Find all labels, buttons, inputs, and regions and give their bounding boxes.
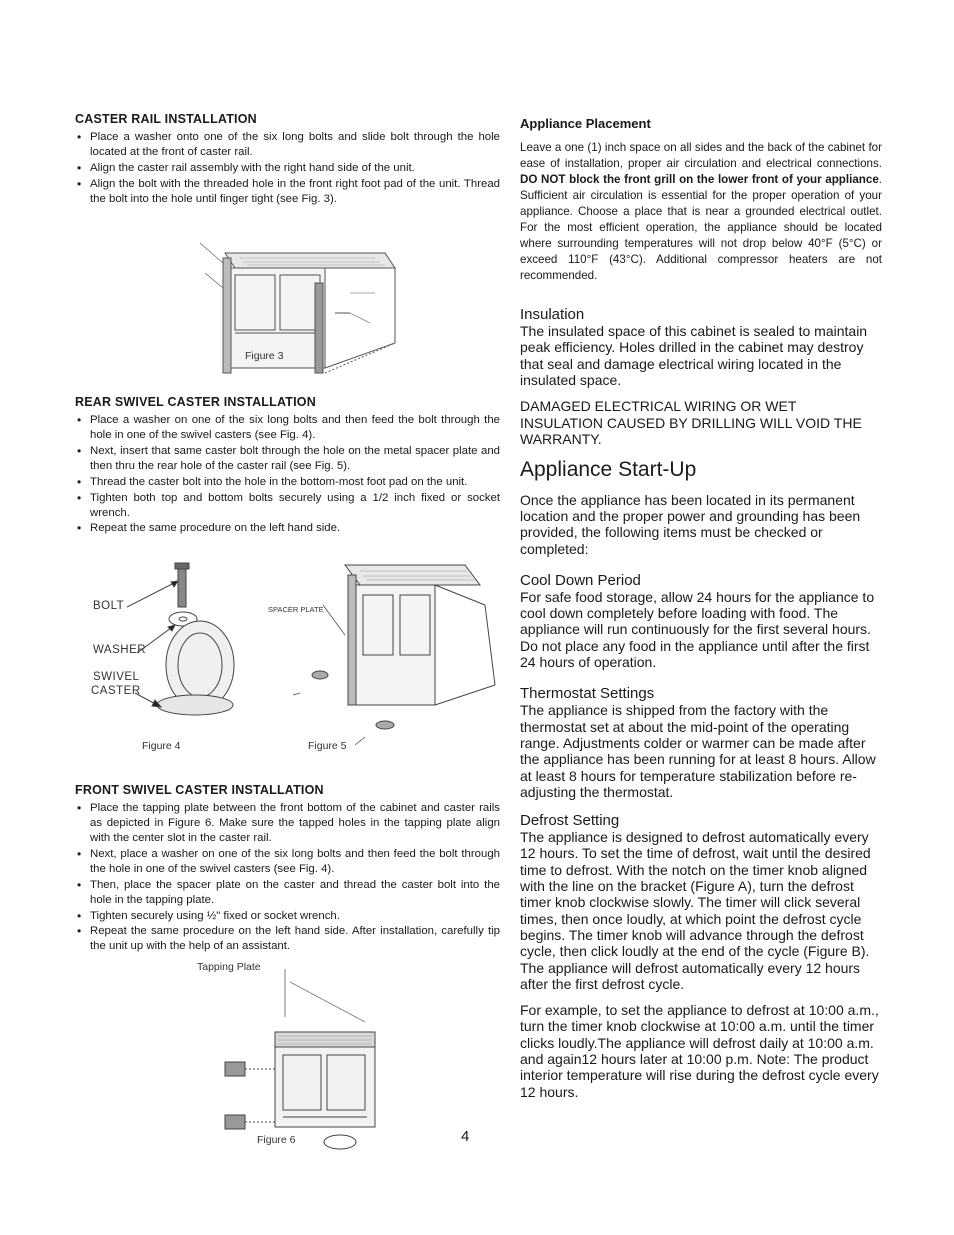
front-swivel-steps (75, 801, 500, 955)
placement-bold-text: DO NOT block the front grill on the lower front of your appliance (520, 173, 879, 186)
insulation-text: The insulated space of this cabinet is sealed to maintain peak efficiency. Holes drilled in the cabinet may destroy that seal and damage electrical wiring located in the insulated space. (520, 323, 868, 388)
figure-3-caption: Figure 3 (245, 350, 284, 363)
figure-4-caption: Figure 4 (142, 739, 181, 752)
figure-3-drawing (75, 213, 500, 385)
swivel-label: SWIVEL (93, 670, 140, 683)
right-column (520, 112, 882, 1100)
figures-4-5-drawing (75, 545, 500, 775)
placement-heading: Appliance Placement (520, 116, 651, 131)
list-item: • Place a washer on one of the six long bolts and then feed the bolt through the hole in one of the swivel casters (see Fig. 4). (75, 413, 500, 443)
tapping-plate-label: Tapping Plate (197, 960, 261, 973)
placement-text-part: . Sufficient air circulation is essential for the proper operation of your appliance. Choose a place that is near a grounded electrical outlet. For the most efficient operation, the appliance should be located where surrounding temperatures will not drop below 40°F (5°C) or exceed 110°F (43°C). Additional compressor heaters are not recommended. (520, 173, 882, 282)
list-item: • Tighten securely using ½" fixed or socket wrench. (75, 909, 500, 924)
page-number: 4 (461, 1128, 470, 1145)
front-swivel-heading: FRONT SWIVEL CASTER INSTALLATION (75, 782, 324, 797)
figure-6-caption: Figure 6 (257, 1133, 296, 1146)
caster-rail-heading: CASTER RAIL INSTALLATION (75, 112, 257, 126)
thermostat-heading: Thermostat Settings (520, 685, 655, 703)
list-item: • Next, place a washer on one of the six long bolts and then feed the bolt through the hole in one of the swivel casters (see Fig. 4). (75, 847, 500, 877)
thermostat-text: The appliance is shipped from the factory with the thermostat set at about the mid-point of the operating range. Adjustments colder or warmer can be made after the appliance has been running for at least 8 hours. Allow at least 8 hours for temperature stabilization before re-adjusting the thermostat. (520, 702, 876, 800)
figure-6 (75, 957, 500, 1152)
startup-intro: Once the appliance has been located in its permanent location and the proper power and grounding has been provided, the following items must be checked or completed: (520, 491, 861, 557)
bolt-label: BOLT (93, 599, 125, 612)
rear-swivel-steps (75, 413, 500, 537)
spacer-plate-label: SPACER PLATE (268, 604, 324, 614)
caster-label: CASTER (91, 684, 141, 697)
rear-swivel-heading: REAR SWIVEL CASTER INSTALLATION (75, 395, 316, 410)
caster-rail-steps (75, 130, 500, 207)
figure-6-drawing (75, 957, 500, 1152)
warranty-warning: DAMAGED ELECTRICAL WIRING OR WET INSULATION CAUSED BY DRILLING WILL VOID THE WARRANTY. (520, 398, 862, 448)
left-column (75, 112, 500, 1152)
cool-down-heading: Cool Down Period (520, 571, 641, 589)
list-item: • Place the tapping plate between the front bottom of the cabinet and caster rails as depicted in Figure 6. Make sure the tapped holes in the tapping plate align with the center slot in the caster rail. (75, 801, 500, 847)
defrost-example-text: For example, to set the appliance to defrost at 10:00 a.m., turn the timer knob clockwise at 10:00 a.m. until the timer clicks loudly.The appliance will defrost daily at 10:00 a.m. and again12 hours later at 10:00 p.m. Note: The product interior temperature will rise during the defrost cycle every 12 hours. (520, 1002, 879, 1100)
insulation-heading: Insulation (520, 306, 585, 323)
figures-4-5 (75, 545, 500, 775)
list-item: • Repeat the same procedure on the left hand side. (75, 521, 500, 536)
defrost-text: The appliance is designed to defrost automatically every 12 hours. To set the time of defrost, wait until the desired time to defrost. With the notch on the timer knob aligned with the line on the bracket (Figure A), turn the defrost timer knob clockwise slowly. The timer will click several times, then once loudly, at which point the defrost cycle begins. The timer knob will advance through the defrost cycle, then click loudly at the end of the cycle (Figure B). The appliance will defrost automatically every 12 hours after the first defrost cycle. (520, 829, 871, 992)
list-item: • Thread the caster bolt into the hole in the bottom-most foot pad on the unit. (75, 475, 500, 490)
list-item: • Then, place the spacer plate on the caster and thread the caster bolt into the hole in the tapping plate. (75, 878, 500, 908)
figure-5-caption: Figure 5 (308, 739, 347, 752)
placement-text (520, 140, 882, 284)
list-item: • Tighten both top and bottom bolts securely using a 1/2 inch fixed or socket wrench. (75, 491, 500, 521)
list-item: • Align the bolt with the threaded hole in the front right foot pad of the unit. Thread the bolt into the hole until finger tight (see Fig. 3). (75, 177, 500, 207)
list-item: • Align the caster rail assembly with the right hand side of the unit. (75, 161, 500, 176)
washer-label: WASHER (93, 643, 147, 656)
startup-heading: Appliance Start-Up (520, 457, 697, 481)
list-item: • Repeat the same procedure on the left hand side. After installation, carefully tip the unit up with the help of an assistant. (75, 924, 500, 954)
placement-text-part: Leave a one (1) inch space on all sides and the back of the cabinet for ease of installation, proper air circulation and electrical connections. (520, 141, 882, 170)
defrost-heading: Defrost Setting (520, 812, 620, 830)
list-item: • Place a washer onto one of the six long bolts and slide bolt through the hole located at the front of caster rail. (75, 130, 500, 160)
list-item: • Next, insert that same caster bolt through the hole on the metal spacer plate and then thru the rear hole of the caster rail (see Fig. 5). (75, 444, 500, 474)
cool-down-text: For safe food storage, allow 24 hours for the appliance to cool down completely before loading with food. The appliance will run continuously for the first several hours. Do not place any food in the appliance until after the first 24 hours of operation. (520, 588, 875, 671)
figure-3 (75, 213, 500, 385)
